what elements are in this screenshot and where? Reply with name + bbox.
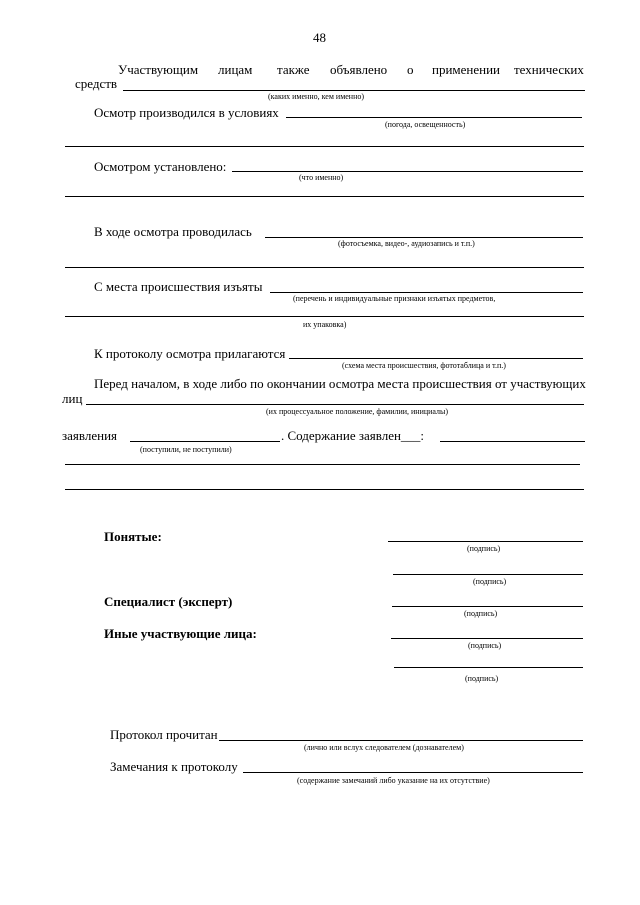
established-label: Осмотром установлено: xyxy=(94,159,227,174)
established-caption: (что именно) xyxy=(299,173,344,182)
tech-caption: (каких именно, кем именно) xyxy=(268,92,365,101)
statements-line-1: Перед началом, в ходе либо по окончании осмотра места происшествия от участвующих xyxy=(94,376,586,391)
statements-caption: (их процессуальное положение, фамилии, инициалы) xyxy=(266,407,449,416)
attached-label: К протоколу осмотра прилагаются xyxy=(94,346,286,361)
read-line xyxy=(219,740,583,741)
statements-label: заявления xyxy=(62,428,118,443)
tech-word-4: объявлено xyxy=(330,62,388,77)
attached-line xyxy=(289,358,583,359)
recording-label: В ходе осмотра проводилась xyxy=(94,224,252,239)
page-number: 48 xyxy=(313,30,326,45)
established-line-2 xyxy=(65,196,584,197)
statements-line-4 xyxy=(65,489,584,490)
statements-line-2: лиц xyxy=(62,391,83,406)
conditions-line-2 xyxy=(65,146,584,147)
read-label: Протокол прочитан xyxy=(110,727,218,742)
seized-caption-1: (перечень и индивидуальные признаки изъятых предметов, xyxy=(293,294,496,303)
others-sign-line-2 xyxy=(394,667,583,668)
others-label: Иные участвующие лица: xyxy=(104,626,257,641)
statements-received-line xyxy=(130,441,280,442)
tech-word-2: лицам xyxy=(218,62,253,77)
witness-sign-caption-2: (подпись) xyxy=(473,577,507,586)
conditions-caption: (погода, освещенность) xyxy=(385,120,466,129)
tech-line xyxy=(123,90,585,91)
others-sign-line-1 xyxy=(391,638,583,639)
witnesses-label: Понятые: xyxy=(104,529,162,544)
tech-word-5: о xyxy=(407,62,414,77)
statements-persons-line xyxy=(86,404,584,405)
tech-cont: средств xyxy=(75,76,118,91)
remarks-label: Замечания к протоколу xyxy=(110,759,238,774)
conditions-line xyxy=(286,117,582,118)
established-line xyxy=(232,171,583,172)
statements-content-label: . Содержание заявлен___: xyxy=(281,428,425,443)
tech-word-1: Участвующим xyxy=(118,62,199,77)
remarks-caption: (содержание замечаний либо указание на их отсутствие) xyxy=(297,776,490,785)
read-caption: (лично или вслух следователем (дознавателем) xyxy=(304,743,464,752)
tech-word-3: также xyxy=(277,62,310,77)
witness-sign-line-1 xyxy=(388,541,583,542)
tech-word-7: технических xyxy=(514,62,584,77)
specialist-sign-caption: (подпись) xyxy=(464,609,498,618)
recording-line xyxy=(265,237,583,238)
others-sign-caption-1: (подпись) xyxy=(468,641,502,650)
seized-line-2 xyxy=(65,316,584,317)
conditions-label: Осмотр производился в условиях xyxy=(94,105,279,120)
tech-word-6: применении xyxy=(432,62,501,77)
recording-caption: (фотосъемка, видео-, аудиозапись и т.п.) xyxy=(338,239,475,248)
witness-sign-line-2 xyxy=(393,574,583,575)
statements-line-3 xyxy=(65,464,580,465)
recording-line-2 xyxy=(65,267,584,268)
specialist-sign-line xyxy=(392,606,583,607)
seized-caption-2: их упаковка) xyxy=(303,320,347,329)
seized-label: С места происшествия изъяты xyxy=(94,279,263,294)
others-sign-caption-2: (подпись) xyxy=(465,674,499,683)
seized-line xyxy=(270,292,583,293)
statements-received-caption: (поступили, не поступили) xyxy=(140,445,232,454)
specialist-label: Специалист (эксперт) xyxy=(104,594,233,609)
statements-content-line xyxy=(440,441,585,442)
remarks-line xyxy=(243,772,583,773)
witness-sign-caption-1: (подпись) xyxy=(467,544,501,553)
attached-caption: (схема места происшествия, фототаблица и т.п.) xyxy=(342,361,506,370)
